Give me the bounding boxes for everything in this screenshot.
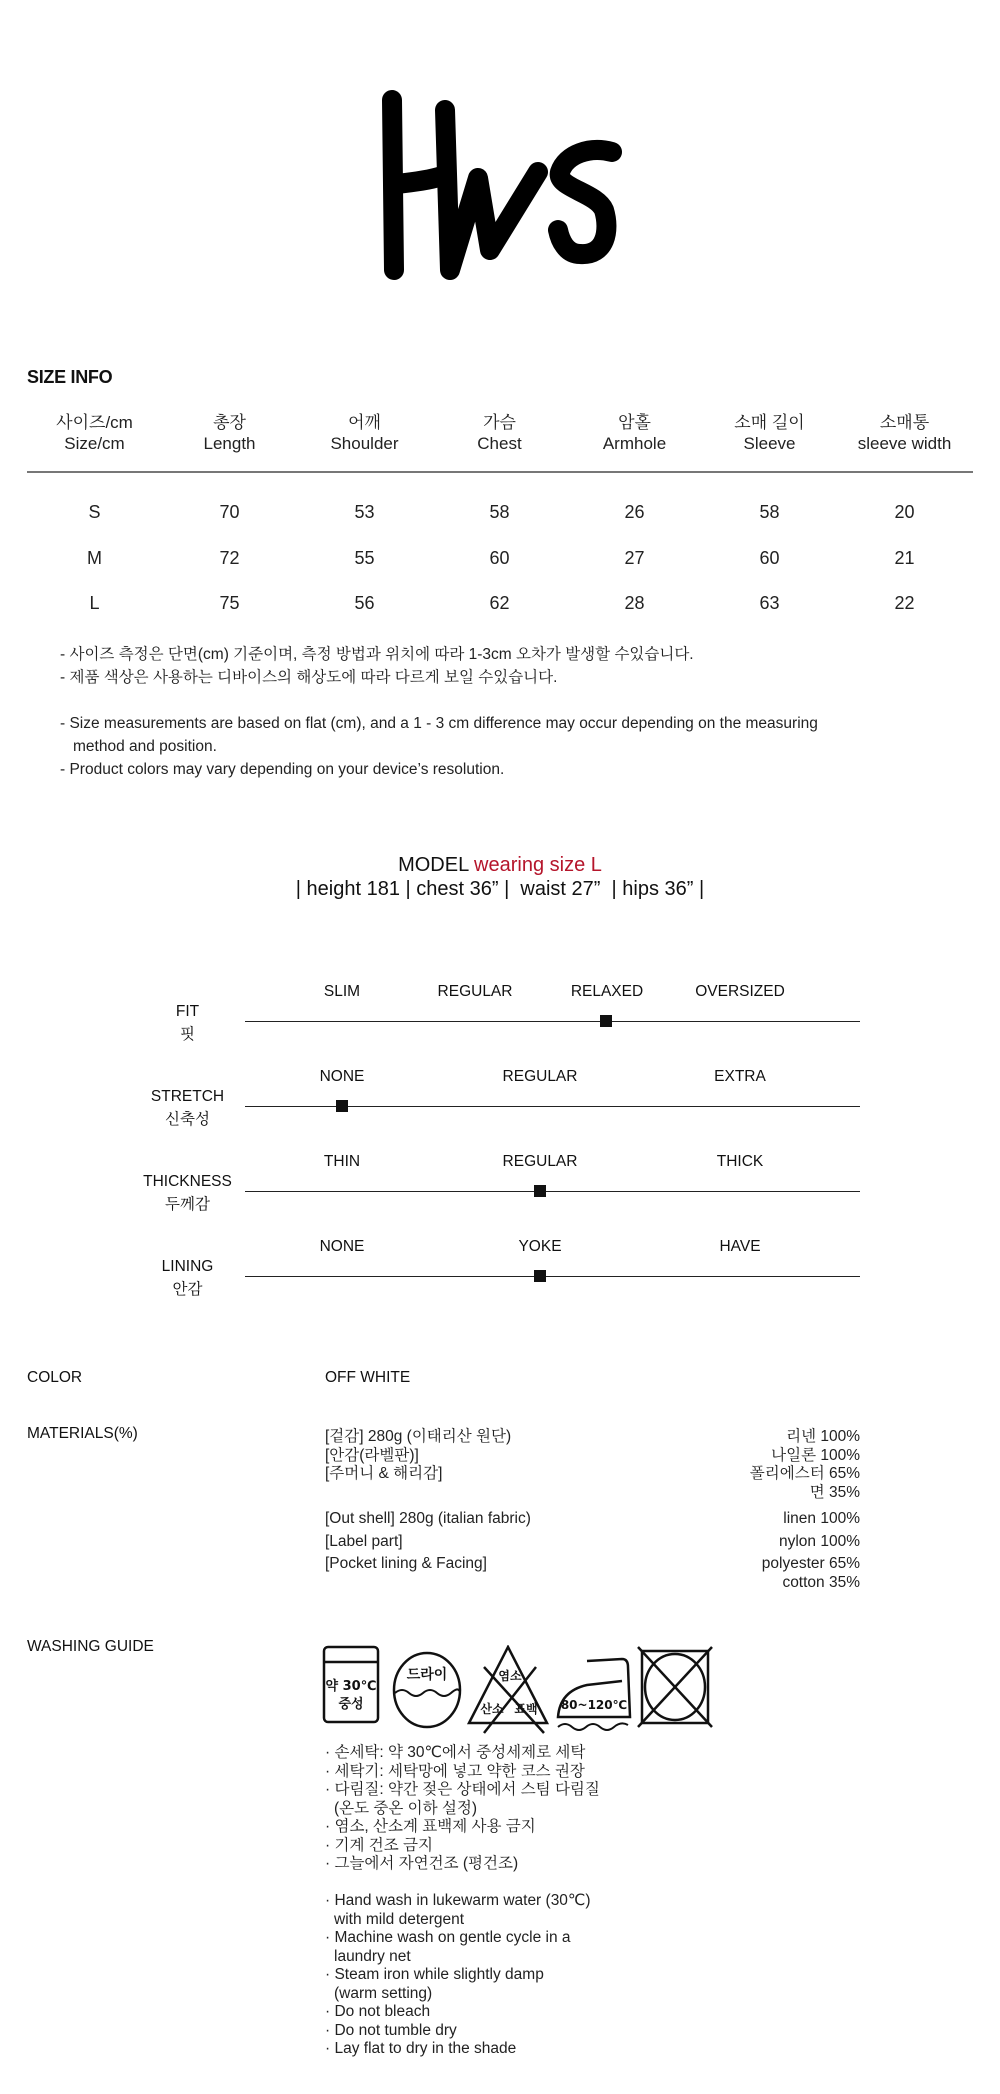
material-row xyxy=(325,1533,860,1552)
table-cell: 58 xyxy=(489,502,510,523)
washing-line-en: · Lay flat to dry in the shade xyxy=(325,2040,517,2057)
slider-label-en: FIT xyxy=(175,1003,200,1020)
slider-option: REGULAR xyxy=(502,1153,578,1170)
slider-label xyxy=(130,1000,245,1046)
washing-line-en: laundry net xyxy=(334,1947,411,1965)
icon-label: 중성 xyxy=(338,1697,364,1712)
note-en-2: - Product colors may vary depending on your device’s resolution. xyxy=(60,761,505,778)
washing-line-en: · Machine wash on gentle cycle in a xyxy=(325,1929,571,1946)
table-cell: 53 xyxy=(354,502,375,523)
material-composition: 나일론 100% xyxy=(771,1446,860,1464)
spacer xyxy=(325,1874,685,1893)
slider-label xyxy=(130,1255,245,1301)
column-header-en: Size/cm xyxy=(64,434,125,453)
material-composition: polyester 65% xyxy=(761,1555,860,1572)
washing-line-ko: · 손세탁: 약 30℃에서 중성세제로 세탁 xyxy=(325,1744,586,1761)
slider-track xyxy=(245,1021,860,1022)
slider-option: SLIM xyxy=(323,983,361,1000)
slider-option: EXTRA xyxy=(714,1068,766,1085)
material-part: [Label part] xyxy=(325,1532,403,1550)
table-cell: 22 xyxy=(894,593,915,614)
slider-stretch xyxy=(0,1070,1000,1140)
slider-label-en: LINING xyxy=(161,1258,214,1275)
column-header-ko: 사이즈/cm xyxy=(56,413,133,432)
slider-label xyxy=(130,1085,245,1131)
column-header-en: Shoulder xyxy=(330,434,399,453)
table-cell: 72 xyxy=(219,547,240,568)
slider-label-en: THICKNESS xyxy=(143,1173,232,1190)
size-info-title: SIZE INFO xyxy=(27,367,113,387)
slider-option: THIN xyxy=(323,1153,361,1170)
slider-option: REGULAR xyxy=(437,983,513,1000)
slider-marker xyxy=(600,1015,612,1027)
material-composition: nylon 100% xyxy=(778,1532,860,1550)
material-composition: 폴리에스터 65% xyxy=(749,1465,860,1482)
washing-instructions xyxy=(325,1744,685,2059)
slider-lining xyxy=(0,1240,1000,1310)
slider-label-ko: 핏 xyxy=(180,1026,195,1043)
column-header-en: Armhole xyxy=(602,434,667,453)
material-composition: 면 35% xyxy=(809,1483,860,1501)
washing-line-en: · Hand wash in lukewarm water (30℃) xyxy=(325,1892,591,1909)
table-cell: 28 xyxy=(624,593,645,614)
note-en-1-cont: method and position. xyxy=(73,738,217,755)
dry-clean-icon xyxy=(394,1653,460,1727)
column-header xyxy=(702,412,837,460)
washing-icons xyxy=(322,1645,722,1735)
materials-label: MATERIALS(%) xyxy=(27,1425,138,1442)
column-header xyxy=(837,412,972,460)
washing-line-ko: · 염소, 산소계 표백제 사용 금지 xyxy=(325,1818,536,1835)
material-row xyxy=(325,1510,860,1529)
slider-label-ko: 두께감 xyxy=(165,1196,210,1213)
column-header-en: Length xyxy=(203,434,256,453)
table-cell: 27 xyxy=(624,547,645,568)
material-composition: cotton 35% xyxy=(782,1573,860,1591)
brand-logo xyxy=(360,80,640,290)
icon-label: 드라이 xyxy=(406,1667,448,1683)
washing-line-en: with mild detergent xyxy=(334,1910,465,1928)
table-cell: L xyxy=(89,593,100,614)
note-ko-2: - 제품 색상은 사용하는 디바이스의 해상도에 따라 다르게 보일 수있습니다. xyxy=(60,669,558,686)
color-value: OFF WHITE xyxy=(325,1369,411,1386)
slider-option: OVERSIZED xyxy=(695,983,785,1000)
slider-option: RELAXED xyxy=(570,983,644,1000)
column-header-en: sleeve width xyxy=(857,434,952,453)
slider-label-en: STRETCH xyxy=(150,1088,225,1105)
table-cell: 62 xyxy=(489,593,510,614)
table-cell: 63 xyxy=(759,593,780,614)
material-part: [Out shell] 280g (italian fabric) xyxy=(325,1510,531,1527)
column-header-ko: 어깨 xyxy=(348,413,381,432)
table-row xyxy=(27,581,973,627)
slider-marker xyxy=(336,1100,348,1112)
material-row xyxy=(325,1555,860,1574)
model-prefix: MODEL xyxy=(398,854,469,876)
table-cell: S xyxy=(88,502,101,523)
icon-label: 염소 xyxy=(498,1669,522,1683)
icon-label: 약 30℃ xyxy=(325,1679,377,1694)
washing-line-ko: · 기계 건조 금지 xyxy=(325,1836,433,1854)
material-part: [주머니 & 해리감] xyxy=(325,1465,443,1482)
hand-wash-icon xyxy=(324,1647,378,1722)
table-cell: M xyxy=(87,547,102,568)
washing-line-en: · Do not tumble dry xyxy=(325,2021,457,2039)
washing-line-en: (warm setting) xyxy=(334,1984,433,2002)
column-header-ko: 총장 xyxy=(213,413,246,432)
no-bleach-icon xyxy=(469,1647,547,1733)
washing-line-en: · Do not bleach xyxy=(325,2003,431,2020)
column-header xyxy=(432,412,567,460)
slider-label xyxy=(130,1170,245,1216)
washing-guide-label: WASHING GUIDE xyxy=(27,1638,154,1655)
note-ko-1: - 사이즈 측정은 단면(cm) 기준이며, 측정 방법과 위치에 따라 1-3cm 오차가 발생할 수있습니다. xyxy=(60,646,694,663)
spacer xyxy=(325,1502,860,1510)
note-en-1: - Size measurements are based on flat (cm), and a 1 - 3 cm difference may occur depending on the measuring xyxy=(60,715,818,732)
slider-marker xyxy=(534,1270,546,1282)
material-composition: 리넨 100% xyxy=(786,1428,860,1445)
slider-option: HAVE xyxy=(719,1238,761,1255)
washing-line-ko: (온도 중온 이하 설정) xyxy=(334,1799,478,1817)
no-tumble-dry-icon xyxy=(638,1647,712,1727)
column-header-en: Chest xyxy=(477,434,522,453)
slider-label-ko: 안감 xyxy=(172,1281,203,1298)
table-cell: 21 xyxy=(894,547,915,568)
table-row xyxy=(27,536,973,582)
table-cell: 20 xyxy=(894,502,915,523)
table-row xyxy=(27,490,973,536)
washing-line-ko: · 세탁기: 세탁망에 넣고 약한 코스 권장 xyxy=(325,1762,585,1780)
icon-label: 80~120℃ xyxy=(560,1698,628,1712)
icon-label: 산소 xyxy=(480,1702,504,1716)
column-header xyxy=(162,412,297,460)
material-part: [겉감] 280g (이태리산 원단) xyxy=(325,1428,512,1445)
slider-fit xyxy=(0,985,1000,1055)
slider-label-ko: 신축성 xyxy=(165,1111,210,1128)
material-row xyxy=(325,1428,860,1447)
iron-icon xyxy=(558,1659,630,1730)
material-row xyxy=(325,1465,860,1484)
model-info xyxy=(0,853,1000,901)
washing-line-en: · Steam iron while slightly damp xyxy=(325,1966,544,1983)
material-composition: linen 100% xyxy=(783,1510,860,1527)
column-header-ko: 소매통 xyxy=(879,413,930,432)
size-notes xyxy=(60,643,960,781)
material-part: [Pocket lining & Facing] xyxy=(325,1555,487,1572)
size-table-body xyxy=(27,490,973,627)
model-size-highlight: wearing size L xyxy=(474,854,602,876)
slider-thickness xyxy=(0,1155,1000,1225)
column-header xyxy=(567,412,702,460)
slider-option: NONE xyxy=(319,1068,365,1085)
color-label: COLOR xyxy=(27,1369,83,1386)
column-header xyxy=(297,412,432,460)
slider-track xyxy=(245,1191,860,1192)
slider-option: THICK xyxy=(716,1153,764,1170)
table-cell: 55 xyxy=(354,547,375,568)
column-header-en: Sleeve xyxy=(743,434,796,453)
table-divider xyxy=(27,471,973,473)
materials-list xyxy=(325,1428,860,1592)
material-row xyxy=(325,1447,860,1466)
table-cell: 56 xyxy=(354,593,375,614)
column-header-ko: 가슴 xyxy=(483,413,516,432)
material-part: [안감(라벨판)] xyxy=(325,1446,419,1464)
slider-track xyxy=(245,1276,860,1277)
washing-line-ko: · 다림질: 약간 젖은 상태에서 스팀 다림질 xyxy=(325,1781,600,1798)
slider-marker xyxy=(534,1185,546,1197)
icon-label: 표백 xyxy=(514,1702,538,1716)
washing-line-ko: · 그늘에서 자연건조 (평건조) xyxy=(325,1855,519,1872)
table-cell: 75 xyxy=(219,593,240,614)
material-row xyxy=(325,1484,860,1503)
slider-option: YOKE xyxy=(518,1238,562,1255)
column-header-ko: 암홀 xyxy=(618,413,651,432)
table-cell: 60 xyxy=(489,547,510,568)
column-header xyxy=(27,412,162,460)
model-stats: | height 181 | chest 36” | waist 27” | hips 36” | xyxy=(295,878,705,900)
slider-option: NONE xyxy=(319,1238,365,1255)
table-cell: 70 xyxy=(219,502,240,523)
slider-option: REGULAR xyxy=(502,1068,578,1085)
table-cell: 58 xyxy=(759,502,780,523)
table-cell: 26 xyxy=(624,502,645,523)
table-cell: 60 xyxy=(759,547,780,568)
material-row xyxy=(325,1574,860,1593)
column-header-ko: 소매 길이 xyxy=(734,413,805,432)
size-table-header xyxy=(27,412,973,460)
